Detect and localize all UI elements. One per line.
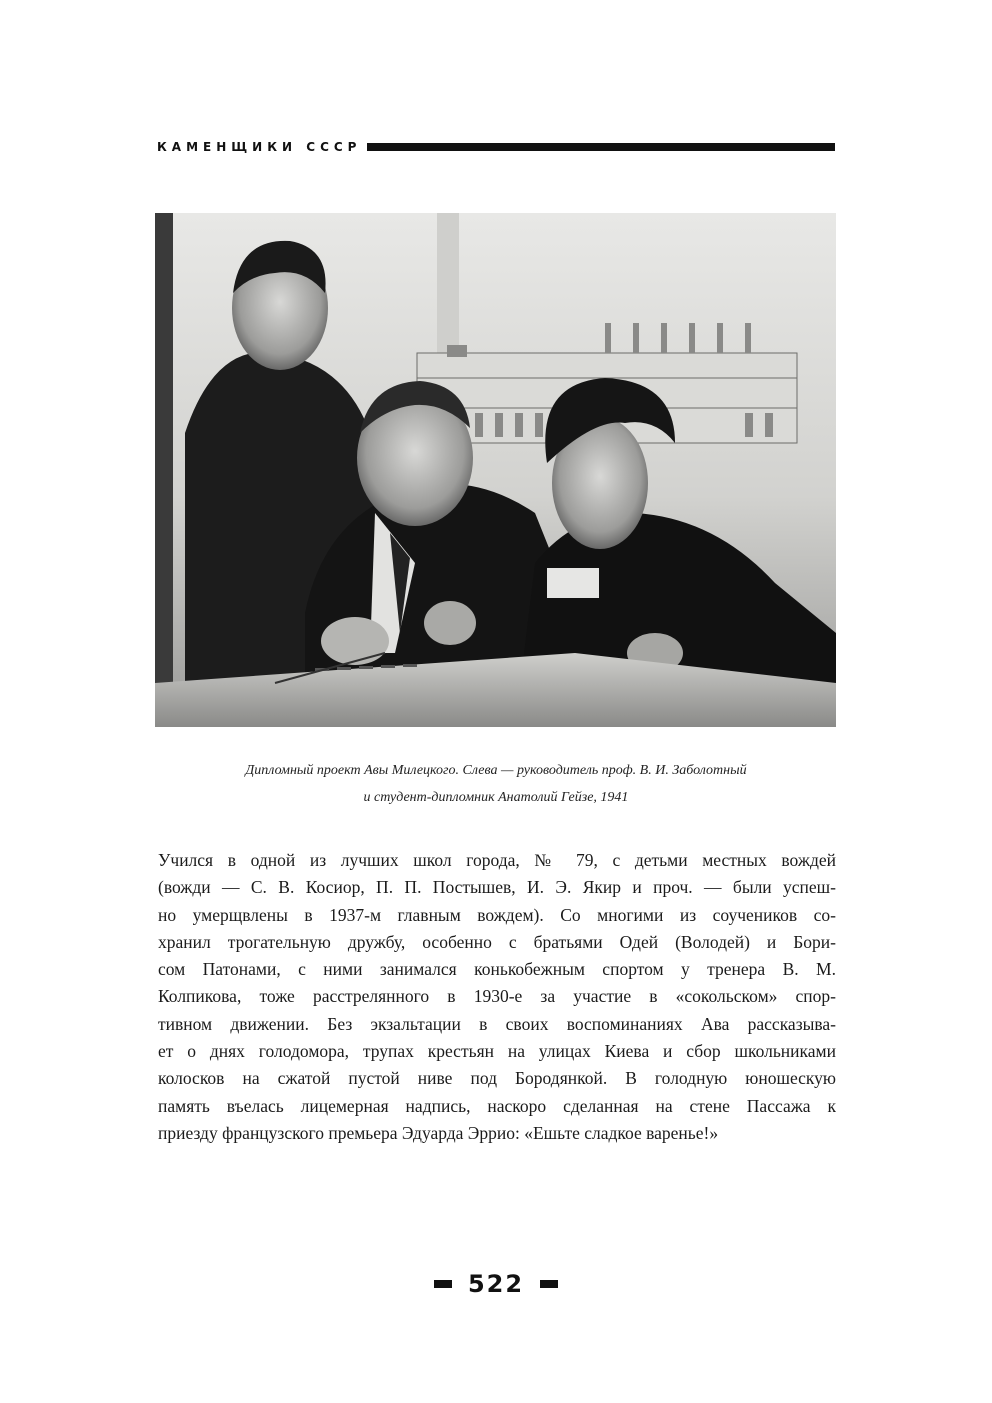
caption-line: и студент-дипломник Анатолий Гейзе, 1941 xyxy=(363,790,629,805)
folio-bar-left xyxy=(434,1280,452,1288)
text-line: хранил трогательную дружбу, особенно с братьями Одей (Володей) и Бори- xyxy=(158,931,836,952)
caption-line: Дипломный проект Авы Милецкого. Слева — руководитель проф. В. И. Заболотный xyxy=(245,763,747,778)
folio-bar-right xyxy=(540,1280,558,1288)
text-line: но умерщвлены в 1937-м главным вождем). Со многими из соучеников со- xyxy=(158,904,836,925)
text-line: приезду французского премьера Эдуарда Эррио: «Ешьте сладкое варенье!» xyxy=(158,1122,719,1143)
archival-photograph xyxy=(155,213,836,727)
page-number: 522 xyxy=(467,1270,525,1298)
text-line: ет о днях голодомора, трупах крестьян на улицах Киева и сбор школьниками xyxy=(158,1041,836,1062)
text-line: сом Патонами, с ними занимался конькобежным спортом у тренера В. М. xyxy=(158,959,836,980)
text-line: Учился в одной из лучших школ города, № 79, с детьми местных вождей xyxy=(158,850,836,870)
text-line: память въелась лицемерная надпись, наскоро сделанная на стене Пассажа к xyxy=(158,1095,836,1116)
text-line: Колпикова, тоже расстрелянного в 1930-е за участие в «сокольском» спор- xyxy=(158,986,836,1007)
figure-caption xyxy=(150,757,842,811)
text-line: (вожди — С. В. Косиор, П. П. Постышев, И. Э. Якир и проч. — были успеш- xyxy=(158,877,836,898)
text-line: тивном движении. Без экзальтации в своих воспоминаниях Ава рассказыва- xyxy=(158,1013,836,1034)
running-head xyxy=(157,138,835,156)
header-rule xyxy=(367,143,835,151)
text-line: колосков на сжатой пустой ниве под Бородянкой. В голодную юношескую xyxy=(158,1068,836,1089)
running-title: КАМЕНЩИКИ СССР xyxy=(157,140,362,154)
page-footer xyxy=(0,1270,992,1298)
body-paragraph xyxy=(158,847,836,1147)
